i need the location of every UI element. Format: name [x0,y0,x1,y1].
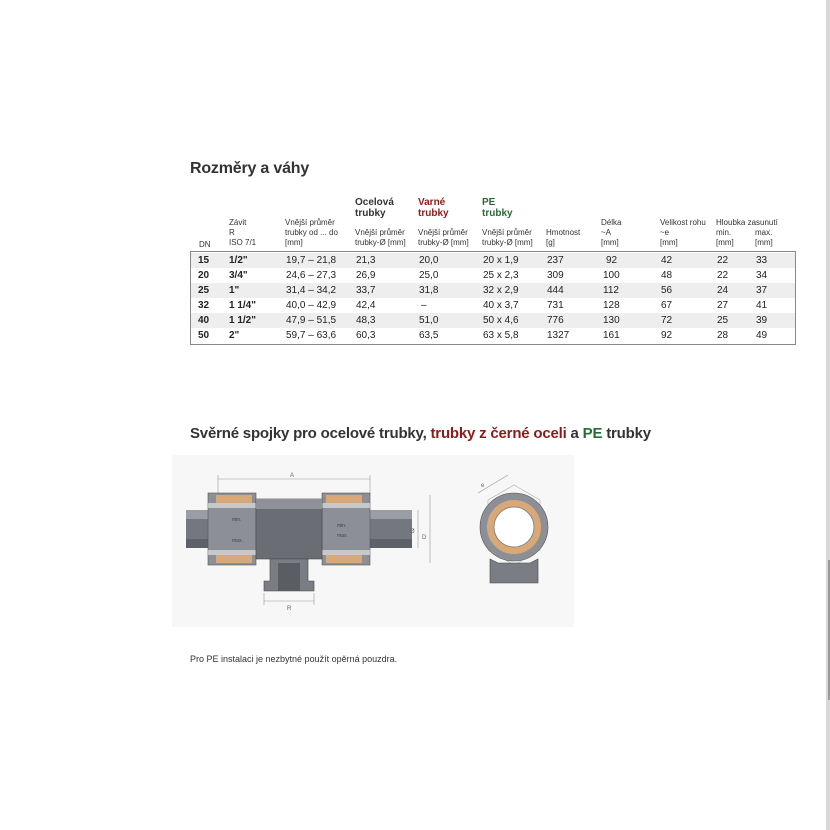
section-title-compression-fittings: Svěrné spojky pro ocelové trubky, trubky z černé oceli a PE trubky [190,425,651,442]
left-nut [208,493,256,565]
label-max-right: max. [337,533,348,539]
header-dn: DN [199,240,211,249]
fitting-technical-drawing [172,455,574,627]
label-min-right: min. [337,523,347,529]
label-min-left: min. [232,517,242,523]
table-row: 40 1 1/2" 47,9 – 51,5 48,3 51,0 50 x 4,6 776 130 72 25 39 [191,313,795,328]
table-row: 25 1" 31,4 – 34,2 33,7 31,8 32 x 2,9 444 112 56 24 37 [191,283,795,298]
table-row: 15 1/2" 19,7 – 21,8 21,3 20,0 20 x 1,9 237 92 42 22 33 [191,253,795,268]
dimensions-table [190,251,796,345]
page-edge [826,0,830,830]
table-row: 32 1 1/4" 40,0 – 42,9 42,4 – 40 x 3,7 731 128 67 27 41 [198,300,768,311]
label-o: Ø [410,529,415,535]
label-max-left: max. [232,538,243,544]
table-row: 50 2" 59,7 – 63,6 60,3 63,5 63 x 5,8 1327 161 92 28 49 [198,330,768,341]
label-e: e [481,483,485,489]
table-row: 20 3/4" 24,6 – 27,3 26,9 25,0 25 x 2,3 309 100 48 22 34 [198,270,768,281]
label-a: A [290,473,295,479]
section-title-dimensions: Rozměry a váhy [190,160,310,177]
right-nut [322,493,370,565]
label-d: D [422,535,427,541]
pe-installation-note: Pro PE instalaci je nezbytné použít opěrná pouzdra. [190,654,398,664]
label-r: R [287,606,292,612]
